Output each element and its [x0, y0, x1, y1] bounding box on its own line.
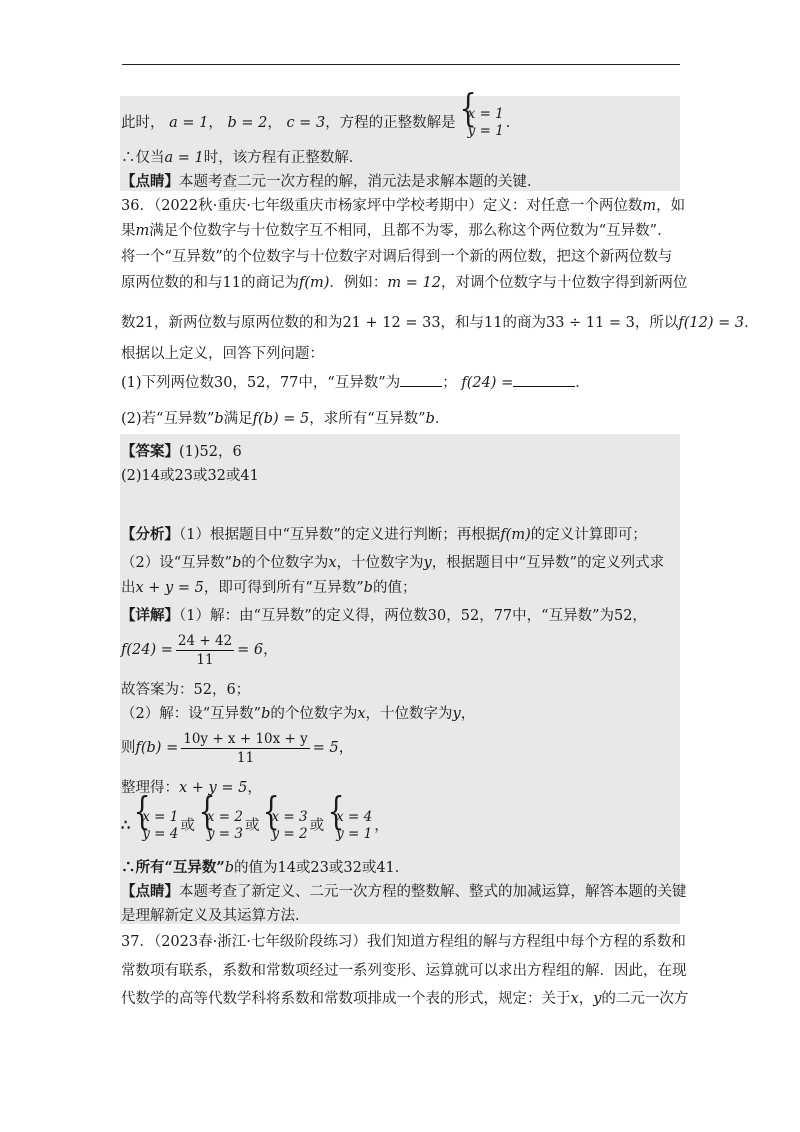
analysis-line-1: 【分析】（1）根据题目中“互异数”的定义进行判断；再根据f(m)的定义计算即可；: [121, 526, 647, 543]
header-rule: [122, 64, 680, 65]
remark-line-1: 【点睛】本题考查了新定义、二元一次方程的整数解、整式的加减运算，解答本题的关键: [121, 883, 687, 900]
q36-line-1: 36．（2022秋·重庆·七年级重庆市杨家坪中学校考期中）定义：对任意一个两位数m，如: [121, 198, 686, 214]
system-1: { x = 1 y = 4: [132, 809, 178, 843]
q37-line-1: 37．（2023春·浙江·七年级阶段练习）我们知道方程组的解与方程组中每个方程的系数和: [121, 934, 686, 950]
q37-line-3: 代数学的高等代数学科将系数和常数项排成一个表的形式，规定：关于x，y的二元一次方: [121, 991, 689, 1007]
solution-line-2: ∴仅当a = 1时，该方程有正整数解．: [121, 150, 364, 166]
q36-line-2: 果m满足个位数字与十位数字互不相同，且都不为零，那么称这个两位数为“互异数”．: [121, 223, 672, 239]
system-2: { x = 2 y = 3: [197, 809, 243, 843]
detail-line-7: ∴ { x = 1 y = 4 或 { x = 2 y = 3 或 { x = 3 y = 2 或 { x = 4 y = 1 ，: [121, 804, 681, 848]
remark-top: 【点睛】本题考查二元一次方程的解，消元法是求解本题的关键．: [121, 173, 542, 190]
detail-line-6: 整理得：x + y = 5，: [121, 780, 262, 796]
solution-line-1: 此时， a = 1， b = 2， c = 3，方程的正整数解是 { x = 1 y = 1 .: [121, 106, 681, 140]
detail-line-5: 则f(b) = $\frac{10y + x + 10x + y}{11}$ = 5，: [121, 730, 354, 766]
q36-part-2: (2)若“互异数”b满足f(b) = 5，求所有“互异数”b．: [121, 411, 450, 427]
q37-line-2: 常数项有联系，系数和常数项经过一系列变形、运算就可以求出方程组的解．因此，在现: [121, 963, 687, 979]
detail-line-3: 故答案为：52，6；: [121, 682, 251, 698]
answer-line-2: (2)14或23或32或41: [121, 468, 259, 484]
answer-blank-2[interactable]: [513, 372, 575, 387]
analysis-line-2: （2）设“互异数”b的个位数字为x，十位数字为y，根据题目中“互异数”的定义列式求: [121, 555, 665, 571]
answer-line-1: 【答案】(1)52，6: [121, 443, 242, 460]
answer-blank-1[interactable]: [400, 372, 442, 387]
analysis-line-3: 出x + y = 5，即可得到所有“互异数”b的值；: [121, 580, 417, 596]
fraction-24: $\frac{24 + 42}{11}$: [177, 632, 233, 668]
detail-line-8: ∴所有“互异数”b的值为14或23或32或41．: [121, 859, 410, 876]
q36-line-5: 数21，新两位数与原两位数的和为21 + 12 = 33，和与11的商为33 ÷ 11 = 3，所以f(12) = 3．: [121, 315, 759, 331]
q36-line-6: 根据以上定义，回答下列问题：: [121, 346, 324, 362]
remark-line-2: 是理解新定义及其运算方法．: [121, 908, 310, 924]
detail-line-4: （2）解：设“互异数”b的个位数字为x，十位数字为y，: [121, 706, 476, 722]
answer-shade: [120, 434, 687, 924]
q36-line-3: 将一个“互异数”的个位数字与十位数字对调后得到一个新的两位数，把这个新两位数与: [121, 249, 673, 265]
detail-line-2: f(24) = $\frac{24 + 42}{11}$ = 6，: [121, 632, 278, 668]
q36-part-1: (1)下列两位数30，52，77中，“互异数”为 ； f(24) = ．: [121, 372, 681, 393]
detail-line-1: 【详解】（1）解：由“互异数”的定义得，两位数30，52，77中，“互异数”为52，: [121, 607, 647, 624]
equation-system: { x = 1 y = 1: [458, 106, 504, 140]
system-4: { x = 4 y = 1: [326, 809, 372, 843]
fraction-b: $\frac{10y + x + 10x + y}{11}$: [183, 730, 308, 766]
q36-line-4: 原两位数的和与11的商记为f(m)．例如：m = 12，对调个位数字与十位数字得到新两位: [121, 275, 688, 291]
system-3: { x = 3 y = 2: [261, 809, 307, 843]
